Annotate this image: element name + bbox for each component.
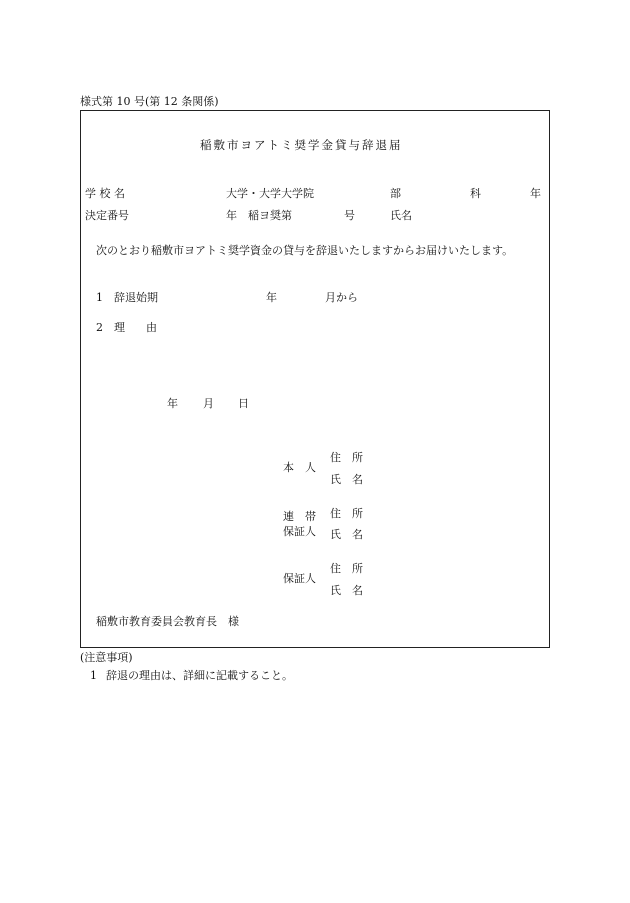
item1-month-from: 月から [325,291,358,304]
decision-number-label: 決定番号 [85,209,129,222]
item2-label: 理 由 [114,321,162,334]
name-label: 氏名 [390,209,412,222]
joint-guarantor-label-1: 連 帯 [283,510,316,523]
note-1-text: 辞退の理由は、詳細に記載すること。 [106,669,293,682]
item2-number: 2 [96,321,103,334]
principal-name-label: 氏 名 [330,473,363,486]
date-day: 日 [238,397,249,410]
note-1-number: 1 [90,669,97,682]
decision-number-suffix: 号 [344,209,355,222]
form-number-header: 様式第 10 号(第 12 条関係) [80,95,219,108]
joint-guarantor-address-label: 住 所 [330,507,363,520]
guarantor-label: 保証人 [283,572,316,585]
department-text: 部 [390,187,401,200]
school-year-text: 年 [530,187,541,200]
school-name-label: 学 校 名 [85,187,125,200]
addressee-text: 稲敷市教育委員会教育長 様 [96,615,239,628]
guarantor-name-label: 氏 名 [330,584,363,597]
item1-year: 年 [266,291,277,304]
date-year: 年 [167,397,178,410]
date-month: 月 [203,397,214,410]
faculty-text: 科 [470,187,481,200]
form-title: 稲敷市ヨアトミ奨学金貸与辞退届 [200,138,403,152]
joint-guarantor-label-2: 保証人 [283,525,316,538]
notes-heading: (注意事項) [80,651,133,664]
principal-label: 本 人 [283,461,316,474]
decision-prefix-text: 稲ヨ奨第 [248,209,292,222]
item1-label: 辞退始期 [114,291,158,304]
principal-address-label: 住 所 [330,451,363,464]
item1-number: 1 [96,291,103,304]
statement-text: 次のとおり稲敷市ヨアトミ奨学資金の貸与を辞退いたしますからお届けいたします。 [96,244,514,257]
school-type-text: 大学・大学大学院 [226,187,314,200]
guarantor-address-label: 住 所 [330,562,363,575]
joint-guarantor-name-label: 氏 名 [330,528,363,541]
decision-year-text: 年 [226,209,237,222]
